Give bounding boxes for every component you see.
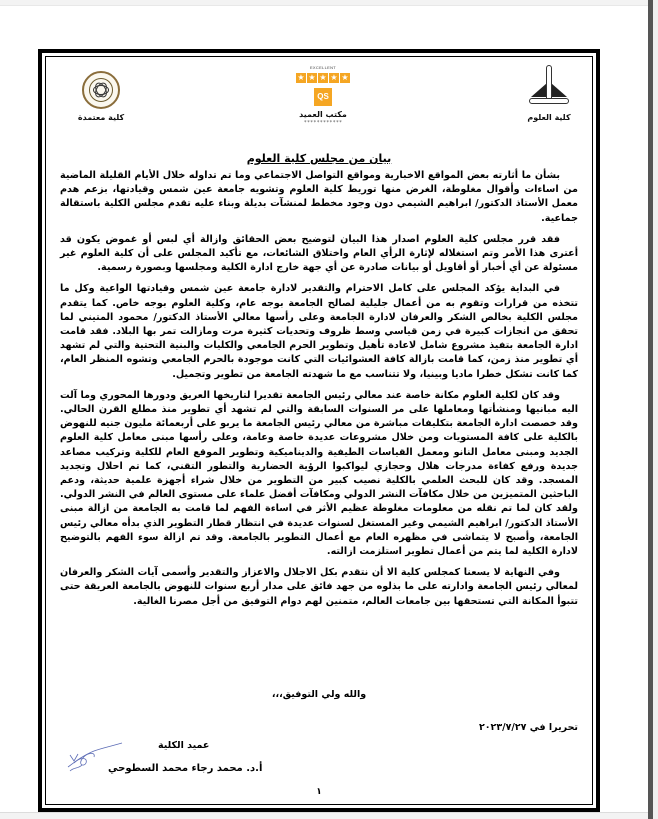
document-title: بيان من مجلس كلية العلوم (246, 152, 392, 165)
vertical-scrollbar-thumb[interactable] (648, 0, 653, 819)
closing-phrase: والله ولي التوفيق،،، (271, 689, 367, 700)
qs-stars-rating (296, 73, 350, 83)
signatory-title: عميد الكلية (158, 740, 210, 751)
letterhead (46, 57, 592, 147)
header-separator: ************ (303, 120, 343, 126)
paragraph-intro: بشأن ما أثارته بعض المواقع الاخبارية ومواقع التواصل الاجتماعي وما تم تداوله خلال الأيام القليلة الماضية من اساءات وأقوال مغلوطة، الغرض منها توريط كلية العلوم وتشويه جامعة عين شمس وقيادتها، بزعم هدم معمل الأستاذ الدكتور/ ابراهيم الشيمي دون وجود مخطط لمنشآت بديلة وبناء عليه تقدم مجلس الكلية باستقالة جماعية. (60, 170, 578, 224)
faculty-of-science-label: كلية العلوم (527, 113, 571, 122)
document-inner-border (45, 56, 593, 805)
star-icon: ★ (308, 73, 316, 82)
paragraph-development: وقد كان لكلية العلوم مكانة خاصة عند معالي رئيس الجامعة تقديرا لتاريخها العريق ودورها المحوري وما آلت اليه مبانيها ومنشأتها ومعاملها على مر السنوات السابقة والتي لم تشهد أي تطوير منذ مطلع القرن الحالي. وقد خصصت ادارة الجامعة بتكليفات مباشرة من معالي رئيس الجامعة ما يربو على أربعمائة مليون جنيه للنهوض بالكلية على كافة المستويات ومن خلال مشروعات عديدة خاصة وعامة، وعلى رأسها مبنى معامل كلية العلوم الجديد ومبنى معامل النانو ومعمل القياسات الطيفية والديناميكية وتطوير الموقع العام للكلية وتركيب مصاعد جديدة ورفع كفاءة مدرجات هلال وحجازي ليواكبوا الرؤية الحضارية والتطور التقني، كما تم احلال وتجديد المسجد. وقد كان للبحث العلمي بالكلية نصيب كبير من التطوير من خلال شراء أجهزة علمية حديثة، ودعم الباحثين المتميزين من خلال مكافآت النشر الدولي ومكافآت أفضل علماء على مستوى العالم في النشر الدولي. ولقد كان لما تم نقله من معلومات مغلوطة عظيم الأثر في اساءة الفهم لما قامت به الجامعة من ازالة مبنى الأستاذ الدكتور/ ابراهيم الشيمي وغير المستغل لسنوات عديدة في انتظار قطار التطوير الذي بدأه معالي رئيس الجامعة، وأصبح لا يتماشى في مظهره العام مع أعمال التطوير بالجامعة. وقد تم ازالة سوء الفهم بالتوضيح لادارة الكلية لما يتم من أعمال تطوير استلزمت ازالته. (60, 389, 578, 558)
paragraph-appreciation: في البداية يؤكد المجلس على كامل الاحترام والتقدير لادارة جامعة عين شمس وقيادتها الواعية وكل ما تتخذه من قرارات وتقوم به من أعمال جليلية لصالح الجامعة بوجه عام، وكلية العلوم بوجه خاص. كما يتقدم مجلس الكلية بخالص الشكر والعرفان لادارة الجامعة وعلى رأسها معالي الأستاذ الدكتور/ محمود المتيني لما تحقق من انجازات كبيرة في زمن قياسي وسط ظروف وتحديات كثيرة مرت ومازالت تمر بها البلاد. فقد قامت ادارة الجامعة بتفيذ مشروع شامل لاعادة تأهيل وتطوير الحرم الجامعي والكليات والبنية التحتية والتي لم تشهد أي تطوير منذ زمن، كما قامت بازالة كافة العشوائيات التي كانت موجودة بالحرم الجامعي وتشوه المنظر العام، كما كانت تشكل خطرا ماديا وبينيا، ولا تتناسب مع ما شهدته الجامعة من تطوير وتجميل. (60, 283, 578, 380)
dean-office-block (278, 65, 368, 126)
star-icon: ★ (319, 73, 327, 82)
faculty-of-science-seal-icon (82, 71, 120, 109)
qs-logo-icon: QS (314, 88, 332, 106)
qs-excellent-text: EXCELLENT (309, 65, 337, 70)
star-icon: ★ (297, 73, 305, 82)
document-date: تحريرا في ٢٠٢٣/٧/٢٧ (478, 722, 578, 733)
star-icon: ★ (341, 73, 349, 82)
viewer-bottom-bar (0, 812, 648, 819)
document-body (60, 169, 578, 616)
page-number: ١ (316, 787, 322, 797)
star-icon: ★ (330, 73, 338, 82)
ain-shams-university-emblem-icon (527, 65, 571, 109)
viewer-top-bar (0, 0, 658, 6)
accredited-faculty-block (66, 65, 136, 122)
dean-office-label: مكتب العميد (299, 110, 347, 119)
signatory-name: أ.د. محمد رجاء محمد السطوحي (108, 763, 263, 774)
paragraph-decision: فقد قرر مجلس كلية العلوم اصدار هذا البيان لتوضيح بعض الحقائق وازالة أي لبس أو غموض يكون قد أعترى هذا الأمر وتم استغلاله لإثارة الرأي العام واختلاق الشائعات، مع تأكيد المجلس على أن كلية العلوم غير مسئولة عن أي أخبار أو أقاويل أو بيانات صادرة عن أي جهة خارج ادارة الكلية ومجلسها وبصورة رسمية. (60, 233, 578, 274)
faculty-of-science-block (514, 65, 584, 122)
document-page (38, 49, 600, 812)
paragraph-conclusion: وفي النهاية لا يسعنا كمجلس كلية الا أن نتقدم بكل الاجلال والاعزاز والتقدير وأسمى آيات الشكر والعرفان لمعالي رئيس الجامعة وادارته على ما بذلوه من جهد فائق على مدار أربع سنوات للنهوض بالجامعة العريقة حتى تتبوأ المكانة التي تستحقها بين جامعات العالم، متمنين لهم دوام التوفيق من أجل مصرنا الغالية. (60, 567, 578, 607)
accredited-faculty-label: كلية معتمدة (77, 113, 125, 122)
